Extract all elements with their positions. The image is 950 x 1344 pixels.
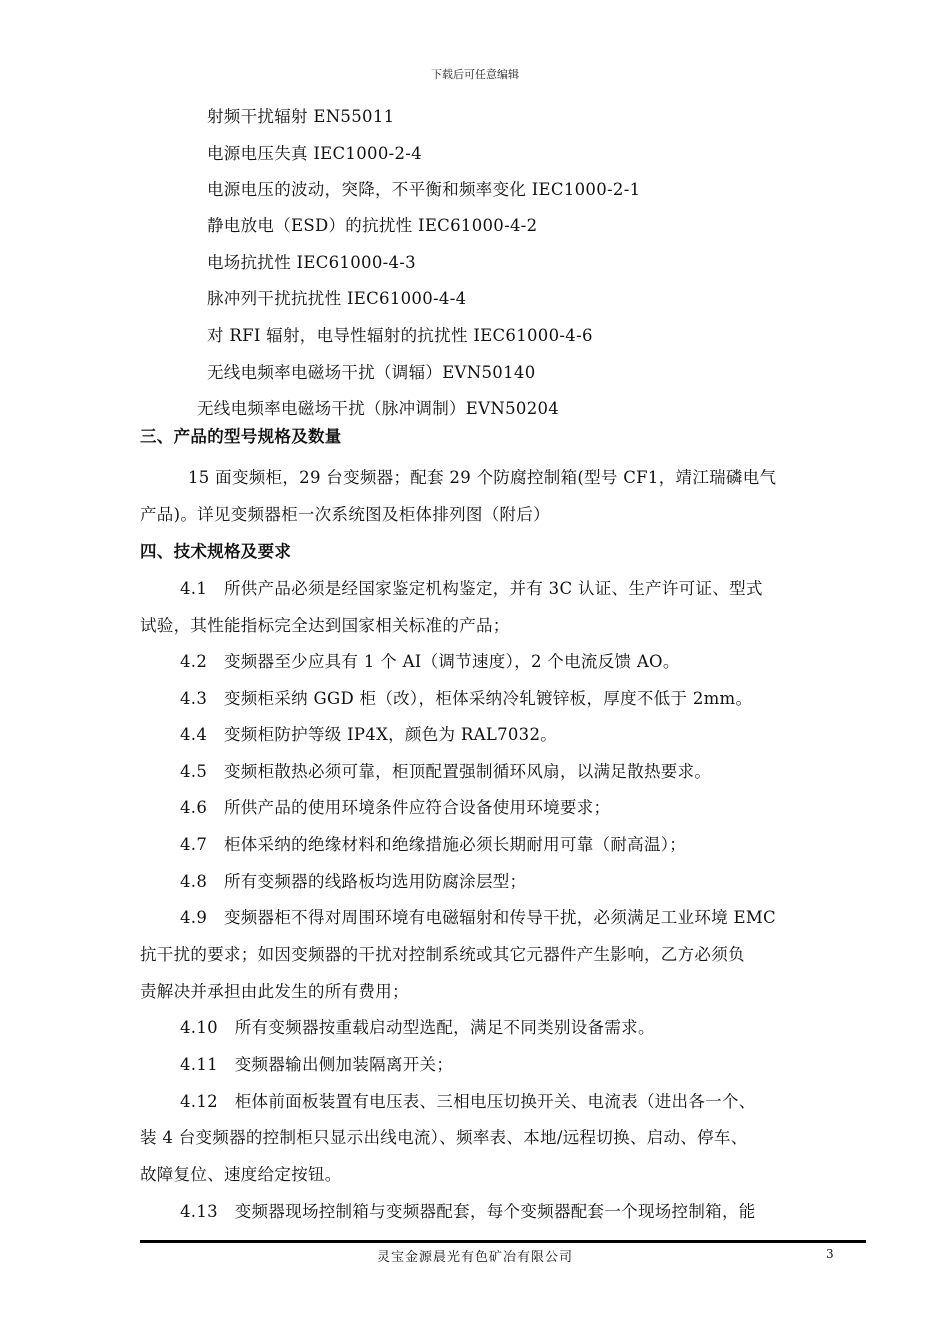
standard-item: 电场抗扰性 IEC61000-4-3	[207, 253, 416, 272]
standard-item: 电源电压失真 IEC1000-2-4	[207, 144, 422, 163]
page-header: 下载后可任意编辑	[431, 68, 519, 81]
standard-item: 脉冲列干扰抗扰性 IEC61000-4-4	[207, 289, 467, 308]
standard-item: 无线电频率电磁场干扰（调辐）EVN50140	[207, 363, 536, 382]
section-heading: 四、技术规格及要求	[140, 542, 292, 561]
paragraph-line: 故障复位、速度给定按钮。	[140, 1165, 342, 1184]
standard-item: 射频干扰辐射 EN55011	[207, 107, 395, 126]
footer-rule	[140, 1240, 866, 1243]
paragraph-line: 4.2 变频器至少应具有 1 个 AI（调节速度），2 个电流反馈 AO。	[180, 652, 680, 671]
page-number: 3	[826, 1247, 834, 1261]
paragraph-line: 4.11 变频器输出侧加装隔离开关；	[180, 1055, 454, 1074]
paragraph-line: 15 面变频柜，29 台变频器；配套 29 个防腐控制箱(型号 CF1，靖江瑞磷电气	[188, 468, 777, 487]
paragraph-line: 产品)。详见变频器柜一次系统图及柜体排列图（附后）	[140, 505, 550, 524]
footer-company: 灵宝金源晨光有色矿冶有限公司	[376, 1250, 573, 1265]
paragraph-line: 4.9 变频器柜不得对周围环境有电磁辐射和传导干扰，必须满足工业环境 EMC	[180, 908, 776, 927]
paragraph-line: 4.1 所供产品必须是经国家鉴定机构鉴定，并有 3C 认证、生产许可证、型式	[180, 579, 763, 598]
paragraph-line: 装 4 台变频器的控制柜只显示出线电流）、频率表、本地/远程切换、启动、停车、	[140, 1128, 748, 1147]
paragraph-line: 4.5 变频柜散热必须可靠，柜顶配置强制循环风扇，以满足散热要求。	[180, 762, 712, 781]
paragraph-line: 4.3 变频柜采纳 GGD 柜（改），柜体采纳冷轧镀锌板，厚度不低于 2mm。	[180, 689, 753, 708]
paragraph-line: 4.8 所有变频器的线路板均选用防腐涂层型；	[180, 872, 527, 891]
standard-item: 对 RFI 辐射，电导性辐射的抗扰性 IEC61000-4-6	[207, 326, 593, 345]
paragraph-line: 责解决并承担由此发生的所有费用；	[140, 982, 409, 1001]
standard-item: 无线电频率电磁场干扰（脉冲调制）EVN50204	[197, 399, 560, 418]
section-heading: 三、产品的型号规格及数量	[140, 427, 342, 446]
paragraph-line: 试验，其性能指标完全达到国家相关标准的产品；	[140, 616, 510, 635]
standard-item: 电源电压的波动，突降，不平衡和频率变化 IEC1000-2-1	[207, 180, 641, 199]
paragraph-line: 4.4 变频柜防护等级 IP4X，颜色为 RAL7032。	[180, 725, 558, 744]
paragraph-line: 4.7 柜体采纳的绝缘材料和绝缘措施必须长期耐用可靠（耐高温）；	[180, 835, 687, 854]
paragraph-line: 抗干扰的要求；如因变频器的干扰对控制系统或其它元器件产生影响，乙方必须负	[140, 945, 745, 964]
standard-item: 静电放电（ESD）的抗扰性 IEC61000-4-2	[207, 216, 538, 235]
paragraph-line: 4.6 所供产品的使用环境条件应符合设备使用环境要求；	[180, 798, 611, 817]
paragraph-line: 4.10 所有变频器按重载启动型选配，满足不同类别设备需求。	[180, 1018, 655, 1037]
paragraph-line: 4.12 柜体前面板装置有电压表、三相电压切换开关、电流表（进出各一个、	[180, 1092, 756, 1111]
paragraph-line: 4.13 变频器现场控制箱与变频器配套，每个变频器配套一个现场控制箱，能	[180, 1202, 756, 1221]
